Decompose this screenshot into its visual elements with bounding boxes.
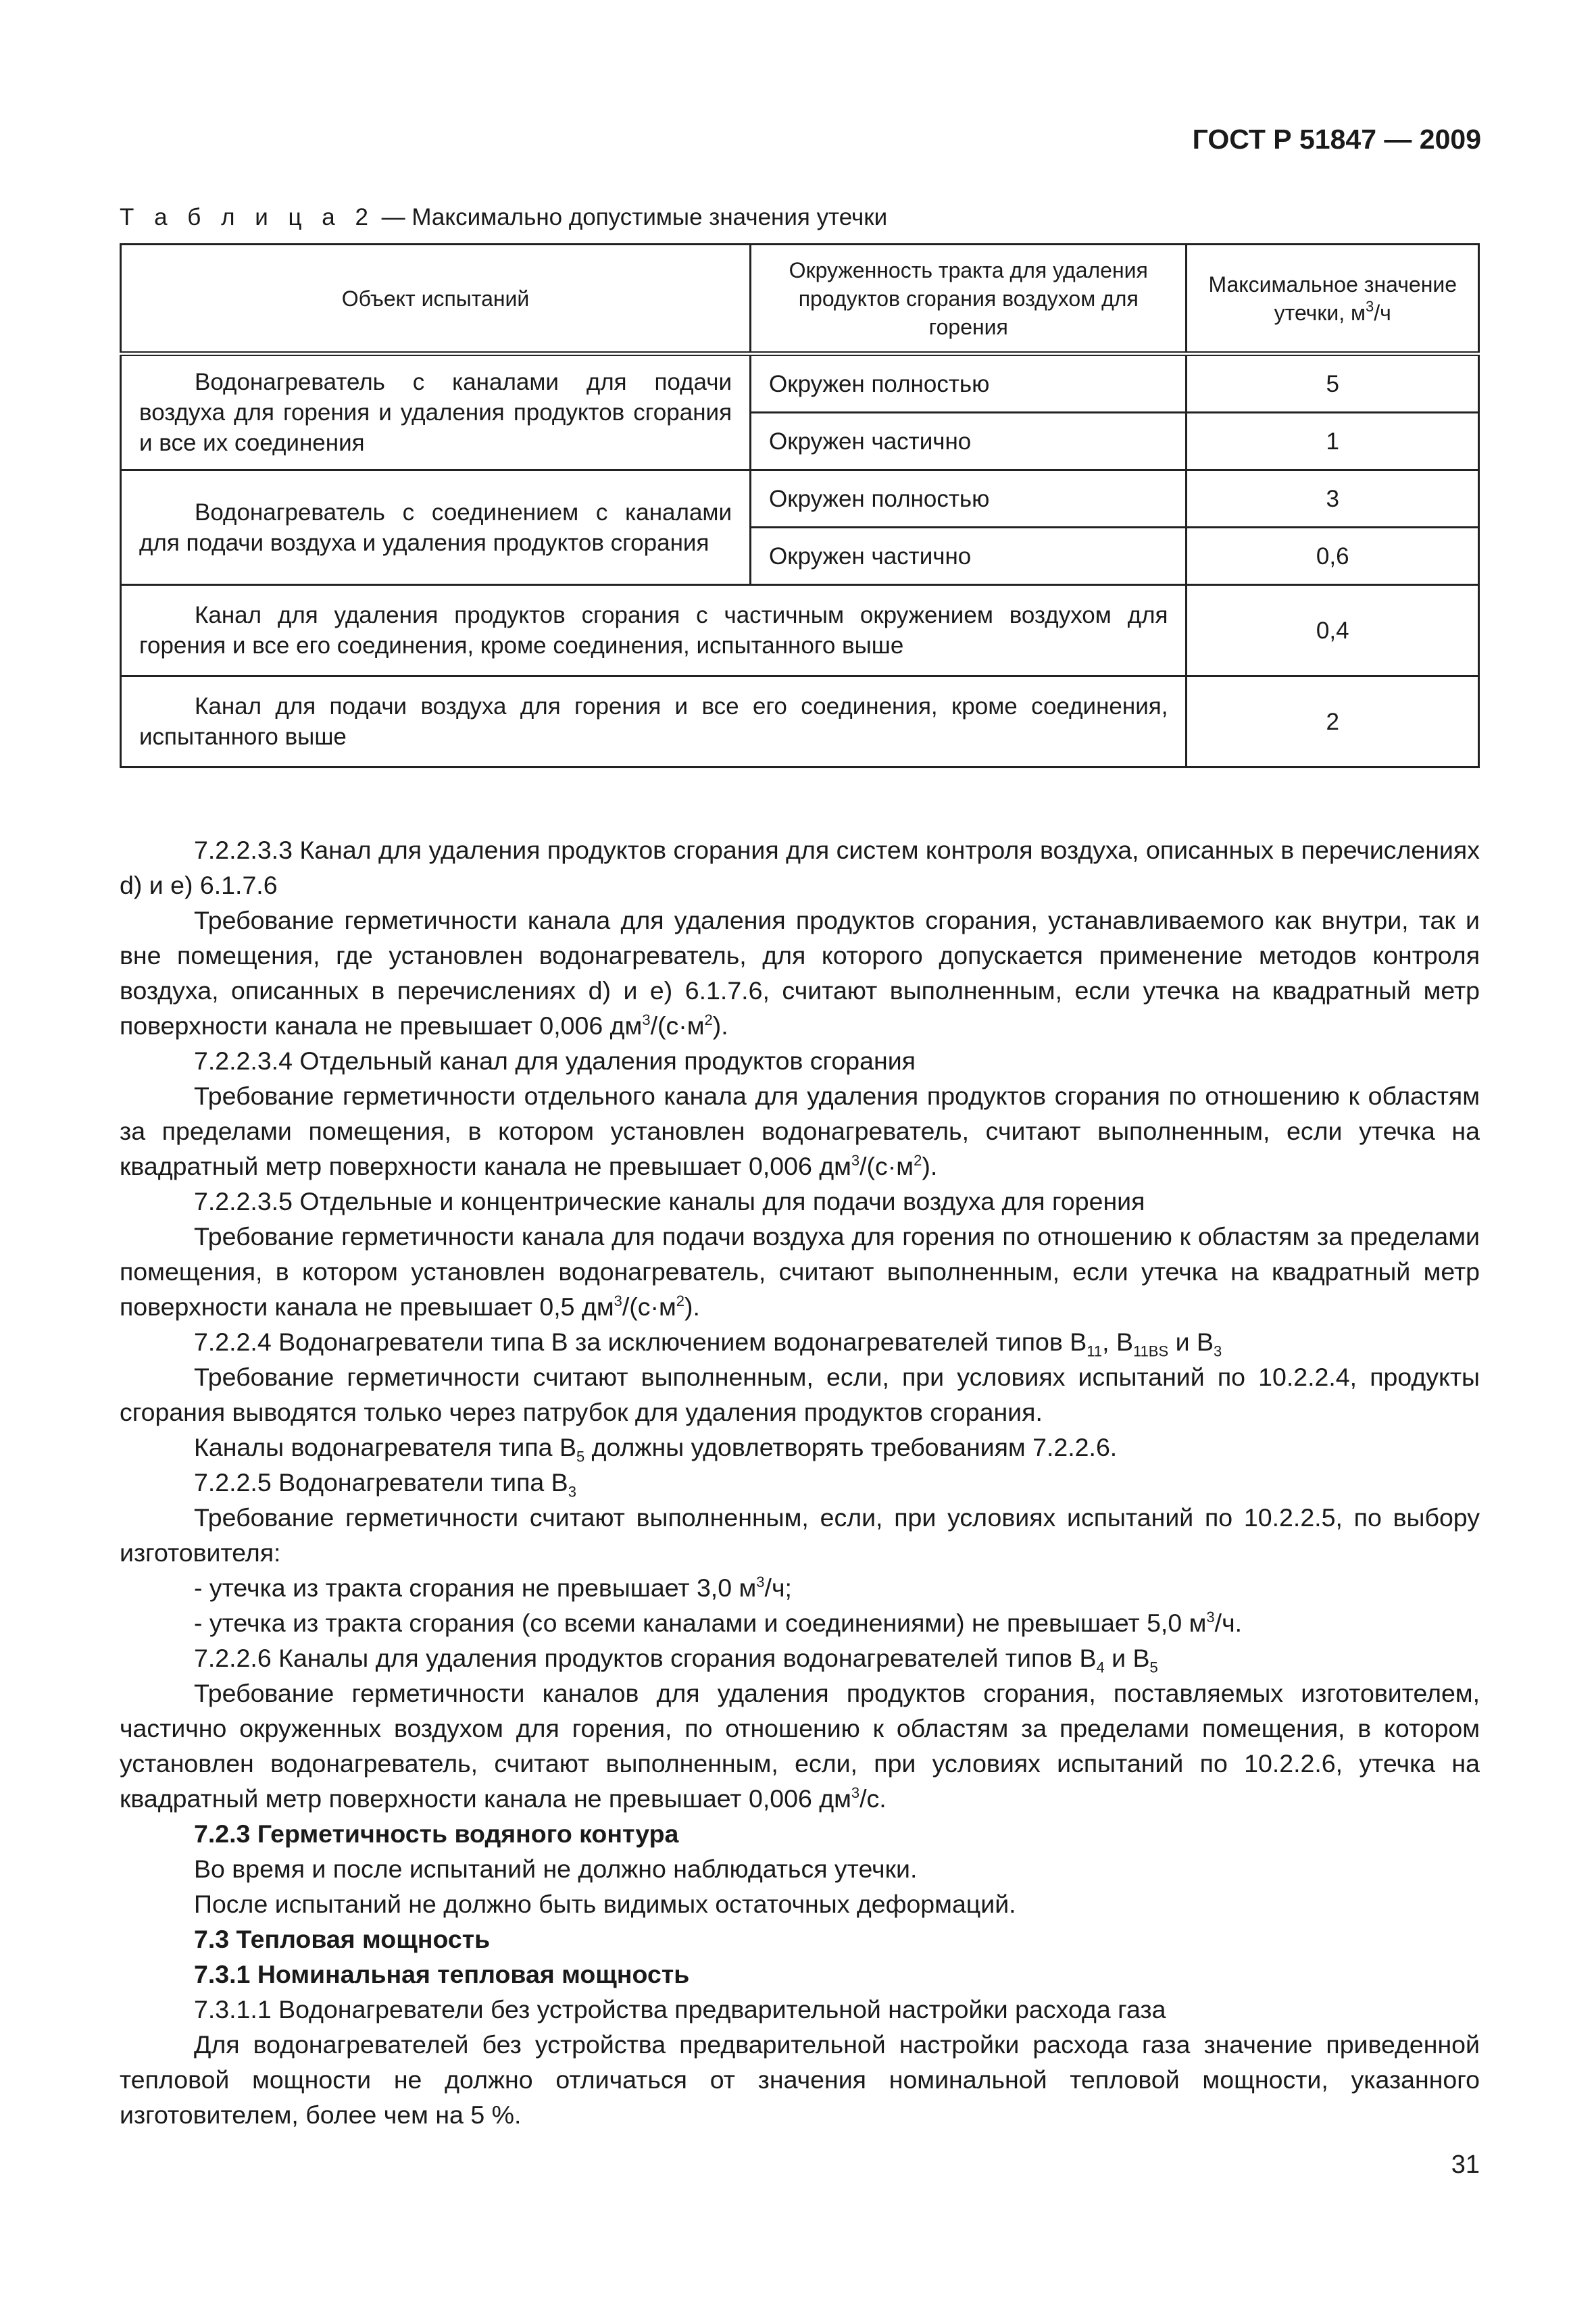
paragraph: После испытаний не должно быть видимых остаточных деформаций. <box>194 1890 1016 1918</box>
object-cell: Водонагреватель с каналами для подачи воздуха для горения и удаления продуктов сгорания и все их соединения <box>121 354 751 470</box>
table-row <box>121 354 1479 413</box>
surround-cell: Окружен полностью <box>751 354 1187 413</box>
page-number: 31 <box>1451 2150 1480 2179</box>
paragraph: Во время и после испытаний не должно наблюдаться утечки. <box>194 1855 918 1883</box>
table-row <box>121 585 1479 676</box>
column-header-max-leak: Максимальное значение утечки, $м^3/ч$ <box>1187 245 1479 354</box>
table-caption-title: — Максимально допустимые значения утечки <box>374 204 888 230</box>
object-cell: Водонагреватель с соединением с каналами для подачи воздуха и удаления продуктов сгорания <box>121 470 751 585</box>
column-header-object: Объект испытаний <box>121 245 751 354</box>
paragraph: Требование герметичности каналов для удаления продуктов сгорания, поставляемых изготовителем, частично окруженных воздухом для горения, по отношению к областям за пределами помещения, в котором установлен водонагреватель, считают выполненным, если, при условиях испытаний по 10.2.2.6, утечка на квадратный метр поверхности канала не превышает 0,006 $дм^3/с$. <box>120 1679 1480 1813</box>
paragraph: 7.2.2.5 Водонагреватели типа $В_3$ <box>194 1468 576 1501</box>
leakage-table <box>120 243 1480 768</box>
surround-cell: Окружен частично <box>751 413 1187 470</box>
surround-cell: Окружен частично <box>751 528 1187 585</box>
table-row <box>121 676 1479 768</box>
surround-cell: Окружен полностью <box>751 470 1187 528</box>
section-heading: 7.3.1 Номинальная тепловая мощность <box>194 1960 690 1988</box>
section-heading: 7.3 Тепловая мощность <box>194 1925 491 1953</box>
document-id: ГОСТ Р 51847 — 2009 <box>1192 124 1481 155</box>
body-text <box>120 832 1480 2132</box>
paragraph: 7.3.1.1 Водонагреватели без устройства предварительной настройки расхода газа <box>194 1995 1166 2023</box>
list-item: - утечка из тракта сгорания (со всеми каналами и соединениями) не превышает 5,0 $м^3/ч$. <box>194 1608 1243 1637</box>
value-cell: 3 <box>1187 470 1479 528</box>
table-row <box>121 470 1479 528</box>
paragraph: 7.2.2.6 Каналы для удаления продуктов сгорания водонагревателей типов $В_4$ и $В_5$ <box>194 1644 1158 1676</box>
paragraph: Для водонагревателей без устройства предварительной настройки расхода газа значение приведенной тепловой мощности не должно отличаться от значения номинальной тепловой мощности, указанного изготовителем, более чем на 5 %. <box>120 2030 1480 2129</box>
paragraph: 7.2.2.3.5 Отдельные и концентрические каналы для подачи воздуха для горения <box>194 1187 1145 1215</box>
table-caption-label: Т а б л и ц а 2 <box>120 204 375 230</box>
paragraph: Требование герметичности отдельного канала для удаления продуктов сгорания по отношению к областям за пределами помещения, в котором установлен водонагреватель, считают выполненным, если утечка на квадратный метр поверхности канала не превышает 0,006 $дм^3/(с\cdot м^2)$. <box>120 1082 1480 1180</box>
paragraph: 7.2.2.4 Водонагреватели типа В за исключением водонагревателей типов $В_{11}$, $В_{11BS}$ и $В_3$ <box>194 1328 1222 1360</box>
paragraph: Требование герметичности считают выполненным, если, при условиях испытаний по 10.2.2.4, продукты сгорания выводятся только через патрубок для удаления продуктов сгорания. <box>120 1363 1480 1426</box>
value-cell: 2 <box>1187 676 1479 768</box>
value-cell: 5 <box>1187 354 1479 413</box>
column-header-surround: Окруженность тракта для удаления продуктов сгорания воздухом для горения <box>751 245 1187 354</box>
list-item: - утечка из тракта сгорания не превышает 3,0 $м^3/ч$; <box>194 1573 792 1602</box>
value-cell: 0,6 <box>1187 528 1479 585</box>
section-heading: 7.2.3 Герметичность водяного контура <box>194 1819 679 1848</box>
object-cell: Канал для удаления продуктов сгорания с частичным окружением воздухом для горения и все его соединения, кроме соединения, испытанного выше <box>121 585 1187 676</box>
paragraph: 7.2.2.3.4 Отдельный канал для удаления продуктов сгорания <box>194 1047 916 1075</box>
paragraph: Каналы водонагревателя типа $В_5$ должны удовлетворять требованиям 7.2.2.6. <box>194 1433 1118 1465</box>
table-caption <box>120 204 887 231</box>
paragraph: Требование герметичности считают выполненным, если, при условиях испытаний по 10.2.2.5, по выбору изготовителя: <box>120 1503 1480 1567</box>
object-cell: Канал для подачи воздуха для горения и все его соединения, кроме соединения, испытанного выше <box>121 676 1187 768</box>
paragraph: 7.2.2.3.3 Канал для удаления продуктов сгорания для систем контроля воздуха, описанных в перечислениях d) и е) 6.1.7.6 <box>120 836 1480 899</box>
paragraph: Требование герметичности канала для удаления продуктов сгорания, устанавливаемого как внутри, так и вне помещения, где установлен водонагреватель, для которого допускается применение методов контроля воздуха, описанных в перечислениях d) и е) 6.1.7.6, считают выполненным, если утечка на квадратный метр поверхности канала не превышает 0,006 $дм^3/(с\cdot м^2)$. <box>120 906 1480 1040</box>
paragraph: Требование герметичности канала для подачи воздуха для горения по отношению к областям за пределами помещения, в котором установлен водонагреватель, считают выполненным, если утечка на квадратный метр поверхности канала не превышает 0,5 $дм^3/(с\cdot м^2)$. <box>120 1222 1480 1321</box>
value-cell: 1 <box>1187 413 1479 470</box>
value-cell: 0,4 <box>1187 585 1479 676</box>
